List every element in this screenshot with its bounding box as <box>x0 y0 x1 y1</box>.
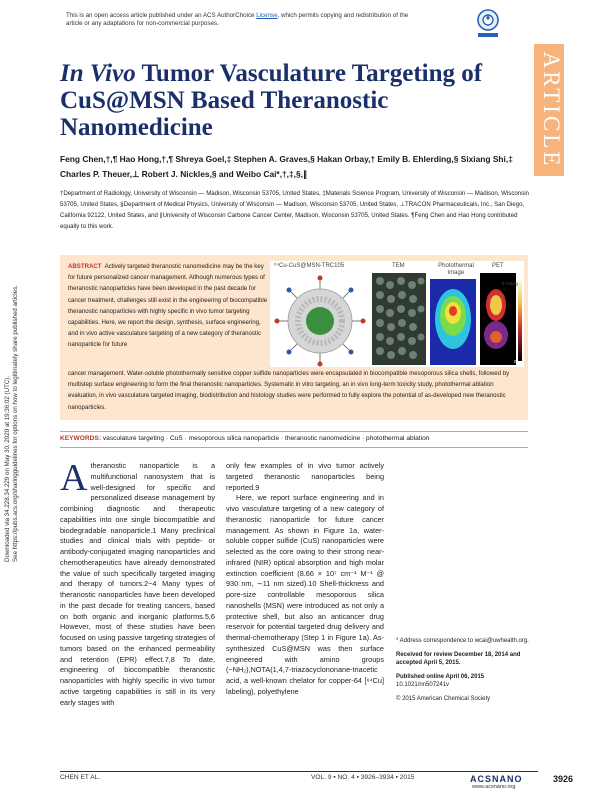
page-number: 3926 <box>553 774 574 784</box>
open-access-notice: This is an open access article published under an ACS AuthorChoice License, which permits copying and redistribution of the article or any adaptations for non-commercial purposes. <box>66 12 409 27</box>
publication-info <box>396 637 536 709</box>
toc-label-tem: TEM <box>392 263 405 269</box>
keywords-rule-top <box>60 431 528 432</box>
body-column-middle <box>226 461 384 698</box>
pet-image <box>480 273 522 365</box>
paragraph-continuation: only few examples of in vivo tumor actively targeted theranostic nanoparticles being reported.9 <box>226 461 384 492</box>
published-date: Published online April 06, 2015 <box>396 674 485 680</box>
toc-label-nanoparticle: ⁶⁴Cu-CuS@MSN-TRC105 <box>274 263 345 269</box>
keywords: KEYWORDS: vasculature targeting · CuS · mesoporous silica nanoparticle · theranostic nanomedicine · photothermal ablation <box>60 435 430 442</box>
keywords-rule-bottom <box>60 447 528 448</box>
keywords-label: KEYWORDS: <box>60 435 102 442</box>
footer-volume: VOL. 9 ▪ NO. 4 ▪ 3926–3934 ▪ 2015 <box>311 774 415 781</box>
pet-scale-min: 0 <box>514 359 517 364</box>
photothermal-image <box>430 279 476 365</box>
toc-label-pet: PET <box>492 263 504 269</box>
footer-rule <box>60 771 538 772</box>
license-link[interactable]: License <box>256 12 278 19</box>
copyright: © 2015 American Chemical Society <box>396 696 491 702</box>
paragraph-here-we-report: Here, we report surface engineering and in vivo vasculature targeting of a new category of theranostic nanoparticle for future cancer management. As shown in Figure 1a, water-soluble copper sulfide (CuS) nanoparticles were selected as the core owing to their strong near-infrared (NIR) optical absorption and high molar extinction coefficient (8.66 × 10⁷ cm⁻¹ M⁻¹ @ 930 nm, ∼11 nm sized).10 Shell-thickness and pore-size controllable mesoporous silica nanoshells (MSN) were introduced as not only a protective shell, but also an anticancer drug reservoir for potential targeted drug delivery and thermal-chemotherapy (Step 1 in Figure 1a). As-synthesized CuS@MSN was then surface engineered with amino groups (−NH₂),NOTA(1,4,7-triazacyclononane-triacetic acid, a well-known chelator for copper-64 [⁶⁴Cu] labeling), polyethylene <box>226 493 384 696</box>
acs-authorchoice-logo <box>476 8 500 38</box>
nanoparticle-schematic <box>275 276 366 367</box>
pet-scale-max: 8 %ID/g <box>502 281 519 286</box>
abstract-lower: cancer management. Water-soluble photothermally sensitive copper sulfide nanoparticles were encapsulated in biocompatible mesoporous silica shells, followed by multistep surface engineering to form the final theranostic nanoparticles. Systematic in vitro targeting, an in vivo long-term toxicity study, photothermal ablation evaluation, in vivo vasculature targeted imaging, biodistribution and histology studies were performed to fully explore the potential of as-developed new theranostic nanoparticles. <box>68 370 510 411</box>
abstract-label: ABSTRACT <box>68 263 102 270</box>
received-date: Received for review December 18, 2014 and accepted April 5, 2015. <box>396 652 521 666</box>
journal-url[interactable]: www.acsnano.org <box>472 784 516 790</box>
abstract-upper: ABSTRACT Actively targeted theranostic nanomedicine may be the key for future personalized cancer management. Although numerous types of theranostic nanoparticles have been developed in the past decade for cancer treatment, challenges still exist in the engineering of biocompatible theranostic nanoparticles with highly specific in vivo tumor targeting capabilities. Here, we report the design, synthesis, surface engineering, and in vivo active vasculature targeting of a new category of theranostic nanoparticle for future <box>68 263 268 349</box>
acs-nano-logo: ACSNANO <box>470 774 523 784</box>
article-title: In Vivo Tumor Vasculature Targeting of CuS@MSN Based Theranostic Nanomedicine <box>60 60 483 141</box>
toc-illustration <box>270 261 524 367</box>
article-type-tab: ARTICLE <box>534 44 564 176</box>
body-column-left <box>60 457 215 708</box>
abstract-panel <box>60 255 528 420</box>
intro-paragraph: theranostic nanoparticle is a multifunctional nanosystem that is well-designed for specific and personalized disease management by combining diagnostic and therapeutic capabilities into one single biocompatible and biodegradable nanoparticle.1 Many preclinical studies and clinical trials with peptide- or antibody-conjugated imaging nanoparticles and chemotherapeutics have already demonstrated the value of such specifically targeted imaging and therapy of tumors.2−4 Many types of theranostic nanoparticles have been developed in the past decade for treating cancers, based on both organic and inorganic platforms.5,6 However, most of these studies have been focused on using passive targeting strategies of tumors based on the enhanced permeability and retention (EPR) effect.7,8 To date, engineering of biocompatible theranostic nanoparticles with highly specific in vivo tumor active targeting capabilities is still in its very early stages with <box>60 461 215 707</box>
drop-cap: A <box>60 457 88 499</box>
toc-graphic <box>270 261 524 367</box>
affiliations: †Department of Radiology, University of Wisconsin — Madison, Wisconsin 53705, United States, ‡Materials Science Program, University of Wisconsin — Madison, Wisconsin 53705, United States, §Department of Medical Physics, University of Wisconsin — Madison, Wisconsin 53705, United States, ⊥TRACON Pharmaceuticals, Inc., San Diego, California 92122, United States, and ∥University of Wisconsin Carbone Cancer Center, Madison, Wisconsin 53705, United States. ¶Feng Chen and Hao Hong contributed equally to this work. <box>60 190 529 230</box>
download-stamp: Downloaded via 34.228.34.229 on May 30, 2020 at 19:36:02 (UTC). See https://pubs.acs.org/sharingguidelines for options on how to legitimately share published articles. <box>4 285 19 562</box>
toc-label-photothermal: Photothermal image <box>438 263 474 276</box>
doi[interactable]: 10.1021/nn507241v <box>396 682 450 688</box>
tem-image <box>372 273 426 365</box>
author-list: Feng Chen,†,¶ Hao Hong,†,¶ Shreya Goel,‡ Stephen A. Graves,§ Hakan Orbay,† Emily B. Ehlerding,§ Sixiang Shi,‡ Charles P. Theuer,⊥ Robert J. Nickles,§ and Weibo Cai*,†,‡,§,∥ <box>60 154 513 179</box>
correspondence: * Address correspondence to wcai@uwhealth.org. <box>396 638 529 644</box>
footer-authors: CHEN ET AL. <box>60 774 101 781</box>
